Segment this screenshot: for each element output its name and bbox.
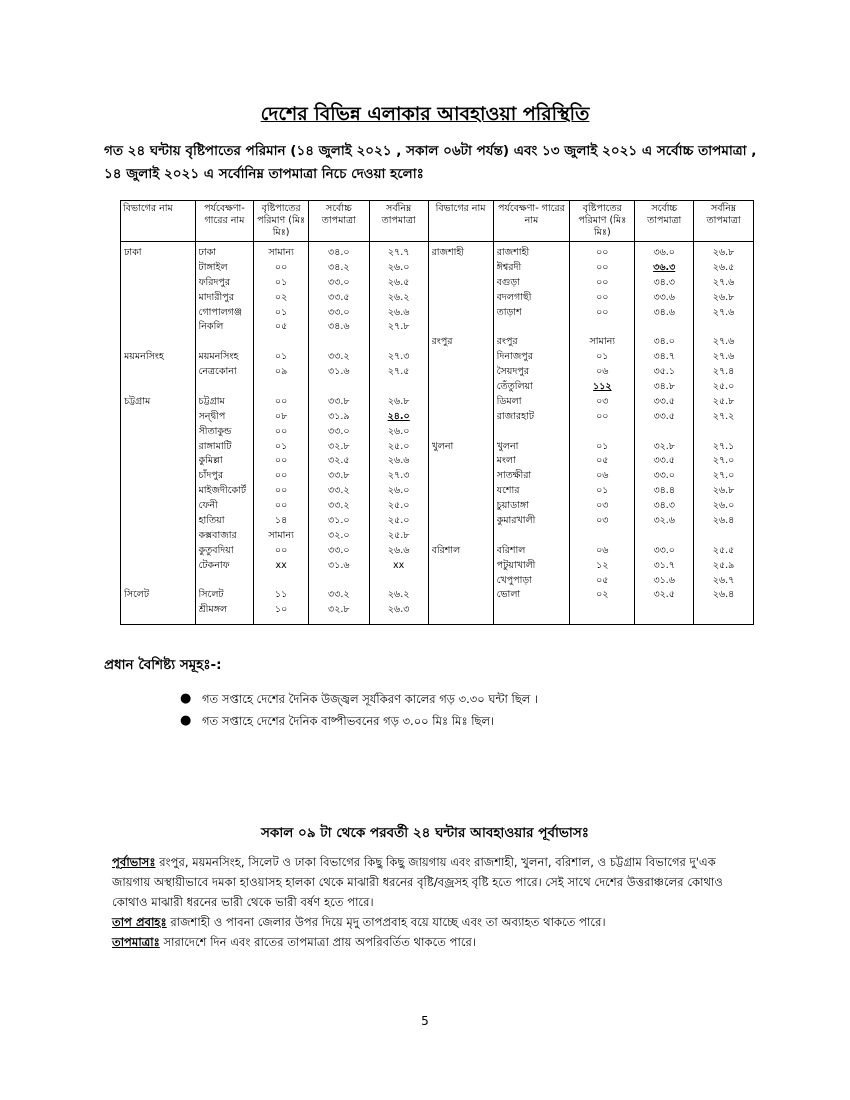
cell-rainfall: xx (275, 559, 287, 571)
cell-rainfall: ০৯ (274, 366, 288, 378)
cell-station (497, 529, 567, 544)
cell-max-temp: ৩৪.৭ (653, 351, 675, 363)
cell-rainfall: ০০ (596, 247, 609, 258)
cell-max-temp (312, 380, 366, 395)
cell-station: বরিশাল (496, 544, 526, 556)
cell-division (432, 454, 490, 469)
cell-max-temp: ৩১.৬ (328, 559, 350, 571)
cell-min-temp: ২৬.৪ (712, 589, 735, 601)
cell-station: সাতক্ষীরা (496, 470, 532, 482)
cell-max-temp: ৩১.৭ (653, 559, 675, 571)
cell-max-temp: ৩৪.২ (328, 261, 350, 273)
cell-max-temp: ৩৪.০ (328, 247, 350, 258)
cell-min-temp: ২৫.০ (387, 515, 410, 527)
cell-division (124, 440, 192, 455)
cell-division (432, 559, 490, 574)
header-min-temp: সর্বনিম্ন তাপমাত্রা (369, 201, 428, 242)
cell-min-temp: ২৫.০ (387, 440, 410, 452)
cell-station: রংপুর (496, 336, 518, 348)
cell-station: কুমারখালী (496, 515, 536, 527)
cell-min-temp (373, 574, 425, 589)
cell-min-temp: ২৭.৪ (712, 366, 735, 378)
cell-station: চট্টগ্রাম (198, 395, 225, 407)
col-station-left (195, 242, 254, 625)
cell-min-temp: ২৬.৮ (712, 291, 735, 303)
cell-max-temp: ৩৪.৩ (653, 276, 675, 288)
cell-rainfall: ১৪ (274, 515, 288, 527)
temperature-paragraph (112, 932, 752, 952)
cell-division (124, 320, 192, 335)
features-list (180, 688, 538, 732)
header-division-2: বিভাগের নাম (428, 201, 493, 242)
header-max-temp-2: সর্বোচ্চ তাপমাত্রা (635, 201, 694, 242)
cell-station: কক্সবাজার (198, 529, 237, 541)
cell-division: রাজশাহী (431, 247, 465, 258)
bullet-icon: ● (180, 691, 192, 706)
cell-division (124, 514, 192, 529)
cell-rainfall: ০৬ (596, 544, 609, 556)
cell-division (124, 380, 192, 395)
cell-min-temp: ২৭.৬ (712, 276, 735, 288)
cell-min-temp: xx (393, 559, 405, 571)
cell-max-temp: ৩২.৮ (328, 440, 350, 452)
cell-rainfall: ০৩ (596, 395, 609, 407)
heatwave-paragraph (112, 912, 752, 932)
cell-rainfall (573, 529, 631, 544)
forecast-title: সকাল ০৯ টা থেকে পরবর্তী ২৪ ঘন্টার আবহাওয়ার পূর্বাভাসঃ (261, 825, 589, 841)
cell-rainfall: ১২ (596, 559, 609, 571)
cell-min-temp: ২৭.১ (712, 440, 735, 452)
cell-rainfall: ০৩ (596, 500, 609, 512)
cell-station: তাড়াশ (496, 306, 522, 318)
cell-max-temp: ৩৩.২ (328, 485, 350, 497)
header-station: পর্যবেক্ষণা- গারের নাম (195, 201, 254, 242)
cell-rainfall: ০০ (274, 500, 288, 512)
cell-rainfall: ০১ (274, 306, 288, 318)
cell-station: সীতাকুন্ড (198, 425, 232, 437)
cell-division (432, 306, 490, 321)
cell-max-temp: ৩১.৬ (653, 574, 675, 586)
cell-station: ডিমলা (496, 395, 522, 407)
feature-text: গত সপ্তাহে দেশের দৈনিক উজ্জ্বল সূর্যকিরণ কালের গড় ৩.৩০ ঘন্টা ছিল । (202, 692, 539, 706)
col-rain-right (570, 242, 635, 625)
cell-min-temp: ২৬.২ (387, 291, 410, 303)
cell-rainfall: ০৫ (274, 321, 288, 333)
cell-division (432, 574, 490, 589)
header-min-temp-2: সর্বনিম্ন তাপমাত্রা (694, 201, 754, 242)
cell-station (199, 380, 251, 395)
cell-max-temp: ৩২.০ (328, 529, 350, 541)
cell-max-temp: ৩২.৫ (653, 589, 675, 601)
cell-station: বদলগাছী (496, 291, 532, 303)
cell-rainfall: ০১ (596, 440, 609, 452)
cell-max-temp: ৩৪.৬ (328, 321, 350, 333)
cell-min-temp: ২৭.৩ (387, 470, 410, 482)
cell-rainfall: ০৬ (596, 366, 609, 378)
cell-max-temp: ৩১.০ (328, 515, 350, 527)
cell-division (432, 484, 490, 499)
cell-division (124, 306, 192, 321)
header-station-2: পর্যবেক্ষণা- গারের নাম (493, 201, 570, 242)
cell-max-temp: ৩৩.৬ (653, 291, 675, 303)
cell-station (199, 574, 251, 589)
cell-station: ময়মনসিংহ (198, 351, 239, 363)
cell-min-temp: ২৬.৭ (712, 574, 735, 586)
cell-min-temp: ২৬.৮ (712, 485, 735, 497)
cell-rainfall: ০২ (274, 291, 288, 303)
cell-max-temp: ৩২.৫ (328, 455, 350, 467)
cell-rainfall: ০১ (596, 485, 609, 497)
temperature-text: সারাদেশে দিন এবং রাতের তাপমাত্রা প্রায় অপরিবর্তিত থাকতে পারে। (159, 935, 477, 949)
cell-division (432, 276, 490, 291)
cell-min-temp: ২৫.৮ (387, 529, 410, 541)
cell-max-temp (638, 529, 690, 544)
forecast-text: রংপুর, ময়মনসিংহ, সিলেট ও ঢাকা বিভাগের কিছু কিছু জায়গায় এবং রাজশাহী, খুলনা, বরিশাল, ও চট্টগ্রাম বিভাগের দু'এক জায়গায় অস্থায়ীভাবে দমকা হাওয়াসহ হালকা থেকে মাঝারী ধরনের বৃষ্টি/বজ্রসহ বৃষ্টি হতে পারে। সেই সাথে দেশের উত্তরাঞ্চলের কোথাও কোথাও মাঝারী ধরনের ভারী থেকে ভারী বর্ষণ হতে পারে। (112, 855, 723, 909)
cell-station (497, 320, 567, 335)
cell-station: ঈশ্বরদী (496, 261, 522, 273)
cell-max-temp: ৩৪.৬ (653, 306, 675, 318)
page-title: দেশের বিভিন্ন এলাকার আবহাওয়া পরিস্থিতি (260, 103, 590, 125)
temperature-label: তাপমাত্রাঃ (112, 935, 160, 949)
header-rainfall-2: বৃষ্টিপাতের পরিমাণ (মিঃ মিঃ) (570, 201, 635, 242)
header-rainfall: বৃষ্টিপাতের পরিমাণ (মিঃ মিঃ) (254, 201, 309, 242)
cell-max-temp: ৩১.৬ (328, 366, 350, 378)
cell-station: মাদারীপুর (198, 291, 234, 303)
cell-station: খেপুপাড়া (496, 574, 532, 586)
cell-rainfall: ০৫ (596, 574, 609, 586)
cell-rainfall (573, 425, 631, 440)
cell-rainfall: ১১২ (593, 381, 612, 393)
cell-station: ফেনী (198, 500, 218, 512)
cell-max-temp: ৩৩.০ (328, 276, 350, 288)
cell-rainfall: ০১ (274, 276, 288, 288)
cell-min-temp: ২৬.৬ (387, 544, 410, 556)
cell-division (432, 469, 490, 484)
cell-rainfall: সামান্য (589, 336, 616, 348)
cell-min-temp: ২৬.০ (712, 500, 735, 512)
col-division-right (428, 242, 493, 625)
cell-division (124, 559, 192, 574)
cell-rainfall: ০০ (274, 395, 288, 407)
cell-station: ভোলা (496, 589, 521, 601)
cell-rainfall: ০১ (274, 351, 288, 363)
cell-division: চট্টগ্রাম (124, 395, 151, 407)
cell-division: ময়মনসিংহ (124, 351, 164, 363)
cell-station: টেকনাফ (198, 559, 230, 571)
col-station-right (493, 242, 570, 625)
cell-station: খুলনা (496, 440, 519, 452)
cell-division (124, 529, 192, 544)
cell-max-temp: ৩৩.২ (328, 589, 350, 601)
cell-station: সৈয়দপুর (496, 366, 530, 378)
header-division: বিভাগের নাম (121, 201, 196, 242)
cell-max-temp: ৩৩.০ (653, 544, 675, 556)
cell-division (432, 588, 490, 603)
cell-min-temp: ২৫.৫ (712, 544, 735, 556)
cell-rainfall (257, 335, 305, 350)
cell-division (432, 350, 490, 365)
cell-division: ঢাকা (124, 247, 142, 258)
forecast-paragraph (112, 852, 752, 912)
cell-rainfall: ০০ (274, 261, 288, 273)
cell-rainfall (573, 320, 631, 335)
cell-max-temp: ৩৪.৩ (653, 500, 675, 512)
cell-station: গোপালগঞ্জ (198, 306, 242, 318)
cell-division (432, 320, 490, 335)
cell-min-temp: ২৬.২ (387, 589, 410, 601)
cell-station (199, 335, 251, 350)
page-number: 5 (421, 1014, 429, 1028)
cell-rainfall: সামান্য (268, 529, 294, 541)
cell-division (432, 410, 490, 425)
feature-text: গত সপ্তাহে দেশের দৈনিক বাষ্পীভবনের গড় ৩.০০ মিঃ মিঃ ছিল। (202, 714, 495, 728)
cell-rainfall: ০৬ (596, 470, 609, 482)
cell-division: খুলনা (431, 440, 454, 452)
cell-min-temp: ২৬.০ (387, 425, 410, 437)
cell-min-temp: ২৬.৪ (712, 515, 735, 527)
cell-min-temp: ২৬.৩ (387, 604, 410, 616)
cell-max-temp: ৩৪.০ (653, 336, 675, 348)
cell-rainfall: ০০ (274, 470, 288, 482)
cell-max-temp: ৩৩.৫ (653, 455, 675, 467)
cell-station: নিকলি (198, 321, 224, 333)
cell-division (432, 514, 490, 529)
cell-rainfall: ১০ (274, 604, 288, 616)
cell-max-temp: ৩১.৯ (328, 410, 350, 422)
cell-min-temp: ২৭.৩ (387, 351, 410, 363)
col-min-right (694, 242, 754, 625)
cell-station: ঢাকা (198, 247, 217, 258)
list-item (180, 710, 538, 732)
cell-max-temp: ৩৩.৮ (328, 470, 350, 482)
cell-division (124, 410, 192, 425)
cell-min-temp: ২৭.২ (712, 410, 735, 422)
cell-rainfall: ০১ (596, 351, 609, 363)
list-item (180, 688, 538, 710)
header-max-temp: সর্বোচ্চ তাপমাত্রা (308, 201, 369, 242)
cell-division (124, 574, 192, 589)
cell-min-temp: ২৭.৮ (387, 321, 410, 333)
cell-min-temp (697, 425, 750, 440)
cell-max-temp: ৩৩.২ (328, 351, 350, 363)
cell-station: শ্রীমঙ্গল (198, 604, 228, 616)
cell-station: রাঙ্গামাটি (198, 440, 232, 452)
cell-min-temp: ২৫.৮ (712, 395, 735, 407)
col-division-left (121, 242, 196, 625)
cell-division (124, 499, 192, 514)
cell-rainfall: ০০ (596, 410, 609, 422)
cell-division (124, 276, 192, 291)
cell-min-temp: ২৭.৭ (387, 247, 410, 258)
cell-min-temp: ২৭.৬ (712, 351, 735, 363)
cell-max-temp: ৩৩.০ (653, 470, 675, 482)
cell-min-temp: ২৭.৬ (712, 336, 735, 348)
cell-division: বরিশাল (431, 544, 461, 556)
cell-max-temp: ৩৩.৫ (653, 395, 675, 407)
forecast-section (112, 852, 752, 952)
cell-min-temp: ২৪.০ (387, 410, 410, 422)
cell-rainfall: ০১ (274, 440, 288, 452)
cell-division (432, 395, 490, 410)
cell-division (432, 291, 490, 306)
cell-min-temp: ২৫.০ (387, 500, 410, 512)
cell-division (124, 603, 192, 618)
cell-station: রাজারহাট (496, 410, 535, 422)
cell-max-temp: ৩৪.৪ (653, 485, 675, 497)
cell-station: নেত্রকোনা (198, 366, 237, 378)
cell-rainfall: ০০ (274, 544, 288, 556)
cell-min-temp (697, 320, 750, 335)
cell-division: রংপুর (431, 336, 453, 348)
cell-rainfall: ০২ (596, 589, 609, 601)
col-max-left (308, 242, 369, 625)
cell-min-temp: ২৬.৮ (712, 247, 735, 258)
cell-station: সিলেট (198, 589, 224, 601)
cell-division: সিলেট (124, 589, 150, 601)
cell-max-temp: ৩৩.৮ (328, 395, 350, 407)
cell-min-temp (373, 335, 425, 350)
cell-rainfall: ০০ (596, 306, 609, 318)
cell-rainfall: ০৫ (596, 455, 609, 467)
cell-station: কুতুবদিয়া (198, 544, 234, 556)
cell-division (124, 469, 192, 484)
cell-division (432, 425, 490, 440)
cell-min-temp: ২৬.০ (387, 261, 410, 273)
cell-rainfall: ০৮ (274, 410, 288, 422)
cell-max-temp: ৩৩.২ (328, 500, 350, 512)
cell-station: পটুয়াখালী (496, 559, 536, 571)
cell-rainfall: সামান্য (268, 247, 294, 258)
cell-max-temp: ৩২.৮ (328, 604, 350, 616)
cell-rainfall: ১১ (274, 589, 288, 601)
cell-max-temp: ৩৩.০ (328, 544, 350, 556)
col-max-right (635, 242, 694, 625)
cell-division (124, 454, 192, 469)
cell-min-temp: ২৭.৬ (712, 306, 735, 318)
cell-division (432, 365, 490, 380)
cell-min-temp: ২৫.০ (712, 381, 735, 393)
cell-min-temp: ২৬.৬ (387, 306, 410, 318)
cell-max-temp (312, 574, 366, 589)
heatwave-text: রাজশাহী ও পাবনা জেলার উপর দিয়ে মৃদু তাপপ্রবাহ বয়ে যাচ্ছে এবং তা অব্যাহত থাকতে পারে। (166, 915, 606, 929)
cell-rainfall: ০০ (274, 425, 288, 437)
forecast-label: পূর্বাভাসঃ (112, 855, 156, 869)
cell-division (124, 335, 192, 350)
cell-division (432, 499, 490, 514)
cell-station: মংলা (496, 455, 516, 467)
cell-max-temp (312, 335, 366, 350)
cell-max-temp: ৩২.৮ (653, 440, 675, 452)
cell-division (124, 291, 192, 306)
cell-max-temp (638, 425, 690, 440)
cell-station: কুমিল্লা (198, 455, 223, 467)
cell-max-temp: ৩২.৬ (653, 515, 675, 527)
cell-min-temp: ২৬.৫ (712, 261, 735, 273)
weather-table (120, 200, 754, 625)
cell-min-temp: ২৭.৫ (387, 366, 410, 378)
cell-max-temp (638, 320, 690, 335)
cell-station: সন্দ্বীপ (198, 410, 226, 422)
cell-min-temp (697, 529, 750, 544)
bullet-icon: ● (180, 713, 192, 728)
cell-division (432, 529, 490, 544)
cell-rainfall (257, 380, 305, 395)
cell-station: তেঁতুলিয়া (496, 381, 533, 393)
cell-station: হাতিয়া (198, 515, 225, 527)
table-body-row (121, 242, 754, 625)
cell-rainfall: ০০ (596, 261, 609, 273)
cell-min-temp: ২৭.০ (712, 470, 735, 482)
cell-max-temp: ৩৪.৮ (653, 381, 675, 393)
cell-station: ফরিদপুর (198, 276, 231, 288)
cell-rainfall: ০৩ (596, 515, 609, 527)
cell-rainfall: ০০ (274, 455, 288, 467)
cell-min-temp: ২৬.৮ (387, 395, 410, 407)
cell-station: টাঙ্গাইল (198, 261, 228, 273)
col-min-left (369, 242, 428, 625)
intro-text: গত ২৪ ঘন্টায় বৃষ্টিপাতের পরিমান (১৪ জুলাই ২০২১ , সকাল ০৬টা পর্যন্ত) এবং ১৩ জুলাই ২০২১ এ সর্বোচ্চ তাপমাত্রা , ১৪ জুলাই ২০২১ এ সর্বোনিম্ন তাপমাত্রা নিচে দেওয়া হলোঃ (104, 143, 757, 182)
cell-division (124, 484, 192, 499)
cell-rainfall (257, 574, 305, 589)
cell-station: চুয়াডাঙ্গা (496, 500, 529, 512)
cell-division (124, 425, 192, 440)
cell-max-temp: ৩৬.৩ (653, 261, 676, 273)
cell-max-temp: ৩৩.৫ (653, 410, 675, 422)
cell-station: রাজশাহী (496, 247, 530, 258)
cell-min-temp: ২৬.৫ (387, 276, 410, 288)
cell-station: চাঁদপুর (198, 470, 224, 482)
cell-max-temp: ৩৬.০ (653, 247, 675, 258)
cell-station (497, 425, 567, 440)
cell-max-temp: ৩৫.১ (653, 366, 675, 378)
cell-max-temp: ৩৩.৫ (328, 291, 350, 303)
cell-division (124, 365, 192, 380)
cell-station: দিনাজপুর (496, 351, 533, 363)
table-header-row (121, 201, 754, 242)
cell-min-temp: ২৬.০ (387, 485, 410, 497)
cell-min-temp (373, 380, 425, 395)
cell-division (432, 261, 490, 276)
features-heading: প্রধান বৈশিষ্ট্য সমূহঃ-: (104, 657, 222, 673)
heatwave-label: তাপ প্রবাহঃ (112, 915, 167, 929)
cell-division (432, 380, 490, 395)
cell-division (124, 261, 192, 276)
cell-min-temp: ২৭.০ (712, 455, 735, 467)
cell-rainfall: ০০ (596, 291, 609, 303)
cell-min-temp: ২৫.৯ (712, 559, 735, 571)
cell-max-temp: ৩৩.০ (328, 306, 350, 318)
cell-max-temp: ৩৩.০ (328, 425, 350, 437)
cell-min-temp: ২৬.৬ (387, 455, 410, 467)
cell-station: যশোর (496, 485, 520, 497)
cell-rainfall: ০০ (596, 276, 609, 288)
cell-station: বগুড়া (496, 276, 520, 288)
cell-division (124, 544, 192, 559)
col-rain-left (254, 242, 309, 625)
cell-station: মাইজদীকোর্ট (198, 485, 247, 497)
cell-rainfall: ০০ (274, 485, 288, 497)
